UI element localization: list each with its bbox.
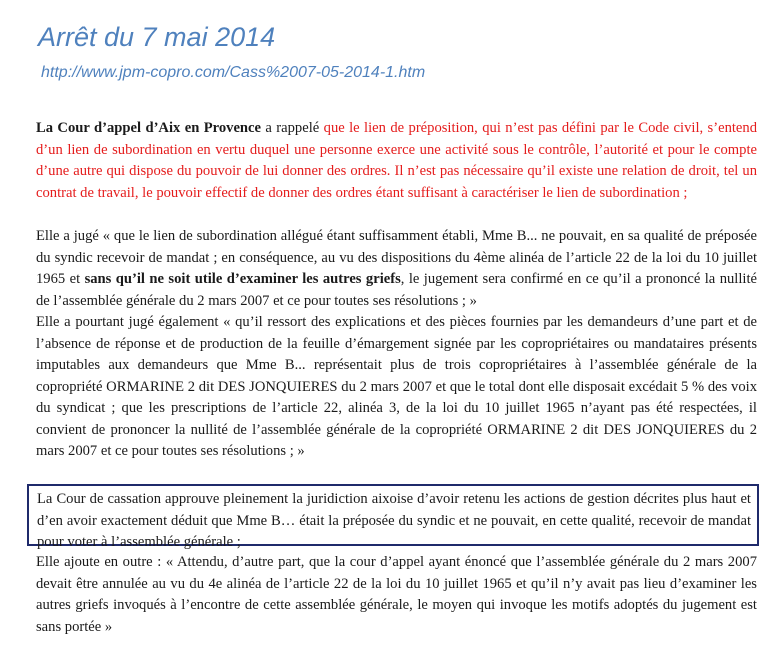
highlight-box [27, 484, 759, 550]
paragraph-appeal-also-judged: Elle a pourtant jugé également « qu’il ressort des explications et des pièces fournies par les demandeurs d’une part et de l’absence de réponse et de production de la feuille d’émargement signée par les copropriétaires ou mandataires présents imputables aux demandeurs que Mme B... représentait plus de trois copropriétaires à l’assemblée générale de la copropriété ORMARINE 2 dit DES JONQUIERES du 2 mars 2007 et que le total dont elle disposait excédait 5 % des voix du syndicat ; que les prescriptions de l’article 22, alinéa 3, de la loi du 10 juillet 1965 n’ayant pas été respectées, il convient de prononcer la nullité de l’assemblée générale de la copropriété ORMARINE 2 dit DES JONQUIERES du 2 mars 2007 et ce pour toutes ses résolutions ; » [36, 314, 757, 459]
source-link[interactable]: http://www.jpm-copro.com/Cass%2007-05-2014-1.htm [41, 64, 426, 81]
paragraph-text: Elle a jugé « que le lien de subordination allégué étant suffisamment établi, Mme B... ne pouvait, en sa qualité de préposée du syndic recevoir de mandat ; en conséquence, au vu des dispositions du 4ème alinéa de l’article 22 de la loi du 10 juillet 1965 et [36, 228, 757, 287]
highlighted-quote: que le lien de préposition, qui n’est pas défini par le Code civil, s’entend d’un lien de subordination en vertu duquel une personne exerce une activité sous le contrôle, l’autorité et pour le compte d’une autre qui dispose du pouvoir de lui donner des ordres. Il n’est pas nécessaire qu’il existe une relation de droit, tel un contrat de travail, le pouvoir effectif de donner des ordres étant suffisant à caractériser le lien de subordination ; [36, 120, 757, 201]
paragraph-cassation-approval: La Cour de cassation approuve pleinement la juridiction aixoise d’avoir retenu les actions de gestion décrites plus haut et d’en avoir exactement déduit que Mme B… était la préposée du syndic et ne pouvait, en cette qualité, recevoir de mandat pour voter à l’assemblée générale ; [37, 491, 751, 550]
paragraph-verb: a rappelé [261, 120, 324, 136]
paragraph-text: , le jugement sera confirmé en ce qu’il a prononcé la nullité de l’assemblée générale du 2 mars 2007 et ce pour toutes ses résolutions ; » [36, 271, 757, 309]
paragraph-appeal-judgment [36, 226, 757, 312]
page-title: Arrêt du 7 mai 2014 [38, 22, 276, 52]
bold-phrase: sans qu’il ne soit utile d’examiner les autres griefs [84, 271, 401, 287]
paragraph-appeal-reminder [36, 118, 757, 204]
paragraph-cassation-addition: Elle ajoute en outre : « Attendu, d’autre part, que la cour d’appel ayant énoncé que l’assemblée générale du 2 mars 2007 devait être annulée au vu du 4e alinéa de l’article 22 de la loi du 10 juillet 1965 et qu’il n’y avait pas lieu d’examiner les autres griefs invoqués à l’encontre de cette assemblée générale, le moyen qui invoque les motifs adoptés du jugement est sans portée » [36, 554, 757, 635]
court-name: La Cour d’appel d’Aix en Provence [36, 120, 261, 136]
